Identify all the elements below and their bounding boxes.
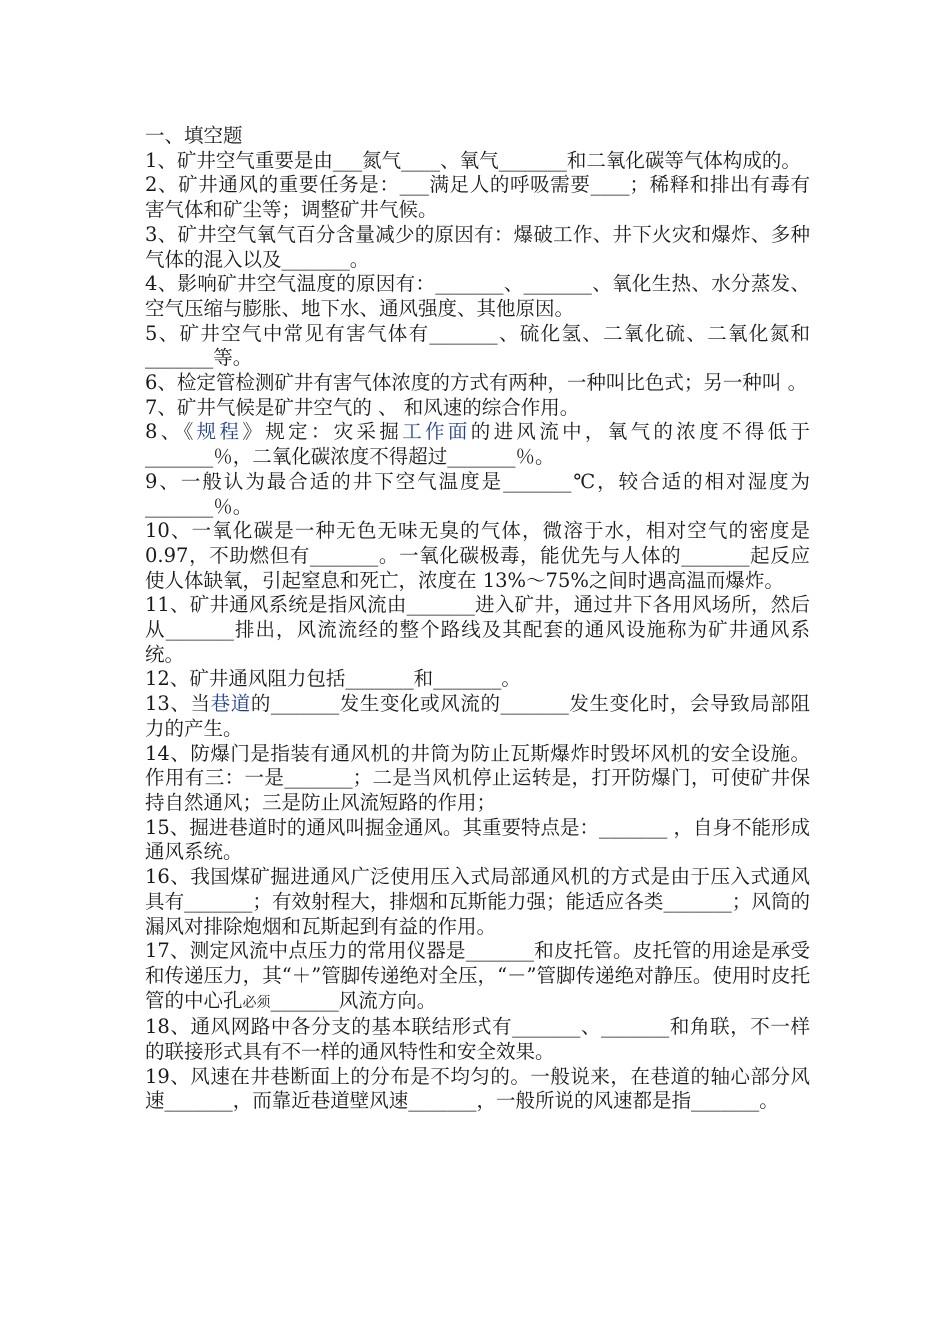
- question-item: [145, 939, 810, 1015]
- question-item: [145, 420, 810, 469]
- question-item: [145, 1065, 810, 1114]
- question-item: [145, 519, 810, 593]
- document-page: [145, 124, 810, 1114]
- question-item: [145, 742, 810, 816]
- question-text: 7、矿井气候是矿井空气的 、 和风速的综合作用。: [145, 395, 580, 419]
- question-text: _______风流方向。: [270, 988, 437, 1012]
- question-text: 2、矿井通风的重要任务是：___满足人的呼吸需要____；稀释和排出有毒有害气体和矿尘等；调整矿井气候。: [145, 173, 810, 222]
- question-text: 6、检定管检测矿井有害气体浓度的方式有两种，一种叫比色式；另一种叫 。: [145, 371, 808, 395]
- question-text: 13、当: [145, 692, 211, 716]
- hyperlink-term[interactable]: 巷道: [210, 692, 251, 716]
- small-annotation: 必须: [242, 994, 271, 1011]
- question-text: 14、防爆门是指装有通风机的井筒为防止瓦斯爆炸时毁坏风机的安全设施。作用有三：一是_______；二是当风机停止运转是，打开防爆门，可使矿井保持自然通风；三是防止风流短路的作用；: [145, 741, 810, 814]
- question-text: 11、矿井通风系统是指风流由_______进入矿井，通过井下各用风场所，然后从_______排出，风流流经的整个路线及其配套的通风设施称为矿井通风系统。: [145, 593, 810, 666]
- question-text: 16、我国煤矿掘进通风广泛使用压入式局部通风机的方式是由于压入式通风具有_______；有效射程大，排烟和瓦斯能力强；能适应各类_______；风筒的漏风对排除炮烟和瓦斯起到有益的作用。: [145, 865, 810, 938]
- question-text: 3、矿井空气氧气百分含量减少的原因有：爆破工作、井下火灾和爆炸、多种气体的混入以及_______。: [145, 222, 810, 271]
- question-text: 的_______发生变化或风流的_______发生变化时，会导致局部阻力的产生。: [145, 692, 810, 740]
- question-text: 1、矿井空气重要是由___氮气____、氧气_______和二氧化碳等气体构成的。: [145, 148, 801, 172]
- question-item: [145, 396, 810, 421]
- question-item: [145, 322, 810, 371]
- question-item: [145, 667, 810, 692]
- question-item: [145, 149, 810, 174]
- question-text: 18、通风网路中各分支的基本联结形式有_______、_______和角联，不一样的联接形式具有不一样的通风特性和安全效果。: [145, 1015, 810, 1064]
- question-item: [145, 272, 810, 321]
- question-item: [145, 593, 810, 667]
- question-text: 9、一般认为最合适的井下空气温度是_______℃，较合适的相对湿度为_______％。: [145, 469, 810, 518]
- question-text: 4、影响矿井空气温度的原因有：_______、_______、氧化生热、水分蒸发、空气压缩与膨胀、地下水、通风强度、其他原因。: [145, 272, 810, 320]
- question-text: 8、《: [145, 420, 197, 444]
- question-text: 19、风速在井巷断面上的分布是不均匀的。一般说来，在巷道的轴心部分风速_______，而靠近巷道壁风速_______，一般所说的风速都是指_______。: [145, 1064, 810, 1113]
- question-text: 》规定：灾采掘: [242, 420, 403, 444]
- question-text: 12、矿井通风阻力包括_______和_______。: [145, 667, 521, 691]
- question-item: [145, 371, 810, 396]
- question-text: 5、矿井空气中常见有害气体有_______、硫化氢、二氧化硫、二氧化氮和_______等。: [145, 321, 810, 370]
- question-list: [145, 149, 810, 1114]
- section-title: 一、填空题: [145, 124, 243, 147]
- question-item: [145, 173, 810, 222]
- question-item: [145, 816, 810, 865]
- question-item: [145, 692, 810, 741]
- question-text: 的进风流中，氧气的浓度不得低于_______％，二氧化碳浓度不得超过_______％。: [145, 420, 810, 469]
- question-text: 10、一氧化碳是一种无色无味无臭的气体，微溶于水，相对空气的密度是 0.97，不助燃但有_______。一氧化碳极毒，能优先与人体的_______起反应使人体缺氧，引起窒息和死亡，浓度在 13%～75%之间时遇高温而爆炸。: [145, 519, 810, 592]
- question-item: [145, 223, 810, 272]
- question-text: 15、掘进巷道时的通风叫掘金通风。其重要特点是：_______ ，自身不能形成通风系统。: [145, 815, 810, 864]
- question-item: [145, 865, 810, 939]
- question-item: [145, 470, 810, 519]
- hyperlink-term[interactable]: 工作面: [402, 420, 471, 444]
- hyperlink-term[interactable]: 规程: [196, 420, 243, 444]
- question-item: [145, 1015, 810, 1064]
- question-text: 17、测定风流中点压力的常用仪器是_______和皮托管。皮托管的用途是承受和传递压力，其“＋”管脚传递绝对全压，“－”管脚传递绝对静压。使用时皮托管的中心孔: [145, 939, 810, 1012]
